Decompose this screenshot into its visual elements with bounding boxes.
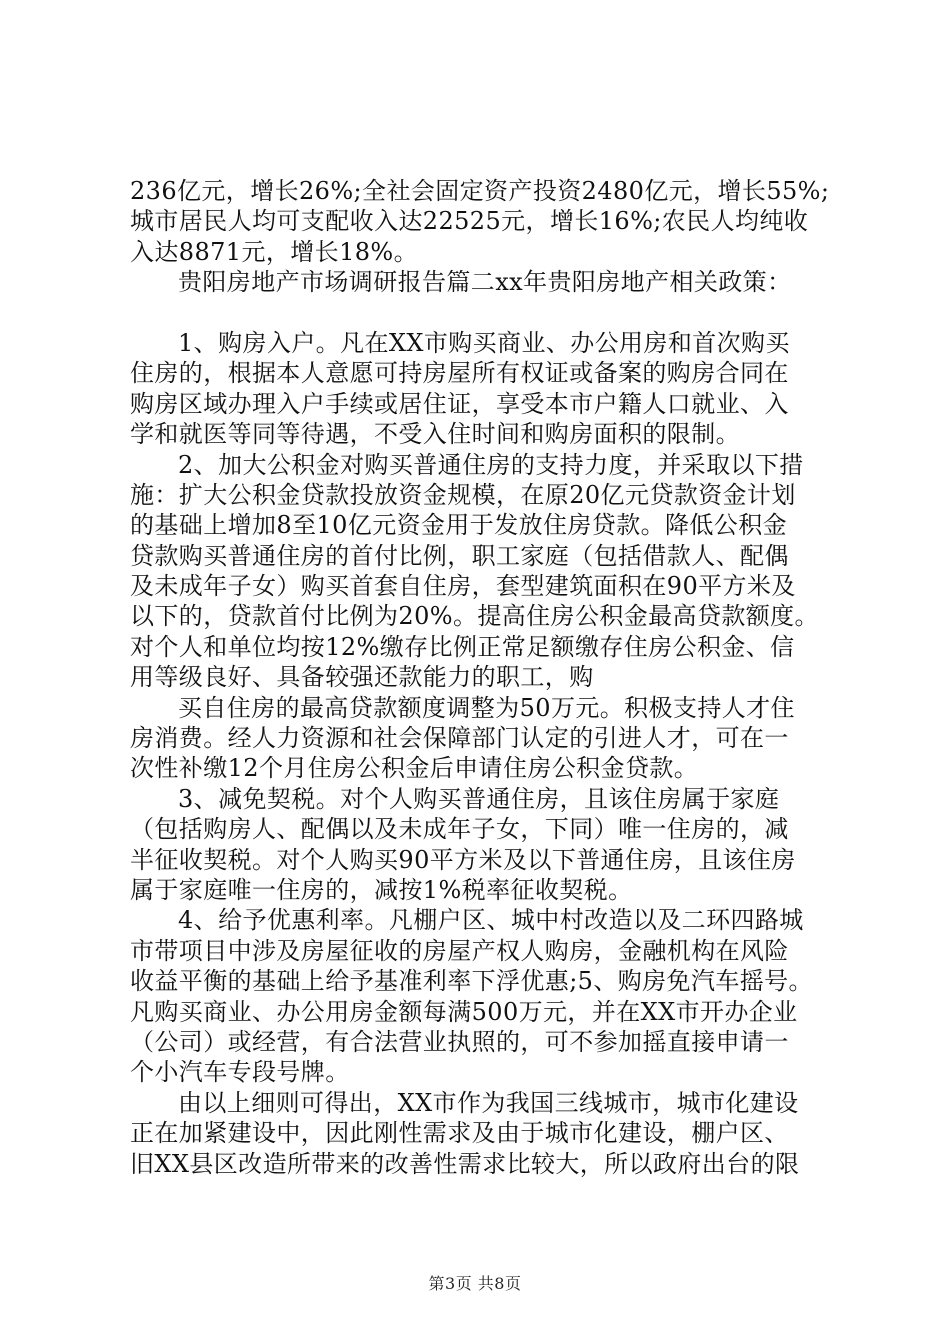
- text-line: 凡购买商业、办公用房金额每满500万元，并在XX市开办企业: [130, 997, 798, 1026]
- text-line: 次性补缴12个月住房公积金后申请住房公积金贷款。: [130, 754, 699, 783]
- text-line: 属于家庭唯一住房的，减按1%税率征收契税。: [130, 875, 633, 904]
- text-line: 施：扩大公积金贷款投放资金规模，在原20亿元贷款资金计划: [130, 480, 796, 509]
- paragraph-3-start: 3、减免契税。对个人购买普通住房，且该住房属于家庭: [178, 784, 780, 813]
- text-line: 购房区域办理入户手续或居住证，享受本市户籍人口就业、入: [130, 389, 789, 418]
- body-text: [130, 176, 830, 1179]
- page-number-footer: 第3页 共8页: [428, 1274, 522, 1293]
- text-line: 236亿元，增长26%;全社会固定资产投资2480亿元，增长55%;: [130, 177, 830, 205]
- paragraph-continuation: 买自住房的最高贷款额度调整为50万元。积极支持人才住: [178, 693, 795, 722]
- paragraph-2-start: 2、加大公积金对购买普通住房的支持力度，并采取以下措: [178, 450, 804, 479]
- text-line: 以下的，贷款首付比例为20%。提高住房公积金最高贷款额度。: [130, 602, 819, 631]
- text-line: 市带项目中涉及房屋征收的房屋产权人购房，金融机构在风险: [130, 936, 789, 965]
- paragraph-4-start: 4、给予优惠利率。凡棚户区、城中村改造以及二环四路城: [178, 906, 804, 935]
- text-line: 房消费。经人力资源和社会保障部门认定的引进人才，可在一: [130, 724, 789, 753]
- paragraph-1-start: 1、购房入户。凡在XX市购买商业、办公用房和首次购买: [178, 328, 790, 357]
- section-heading: 贵阳房地产市场调研报告篇二xx年贵阳房地产相关政策：: [178, 268, 792, 297]
- text-line: 及未成年子女）购买首套自住房，套型建筑面积在90平方米及: [130, 572, 796, 601]
- text-line: 正在加紧建设中，因此刚性需求及由于城市化建设，棚户区、: [130, 1119, 789, 1148]
- text-line: 旧XX县区改造所带来的改善性需求比较大，所以政府出台的限: [130, 1149, 800, 1178]
- text-line: 贷款购买普通住房的首付比例，职工家庭（包括借款人、配偶: [130, 541, 789, 570]
- conclusion-paragraph-start: 由以上细则可得出，XX市作为我国三线城市，城市化建设: [178, 1088, 799, 1117]
- text-line: 个小汽车专段号牌。: [130, 1058, 350, 1087]
- text-line: 住房的，根据本人意愿可持房屋所有权证或备案的购房合同在: [130, 359, 789, 388]
- text-line: 城市居民人均可支配收入达22525元，增长16%;农民人均纯收: [130, 207, 809, 236]
- text-line: 半征收契税。对个人购买90平方米及以下普通住房，且该住房: [130, 845, 796, 874]
- blank-line: [130, 298, 830, 328]
- text-line: 收益平衡的基础上给予基准利率下浮优惠;5、购房免汽车摇号。: [130, 967, 813, 996]
- text-line: （公司）或经营，有合法营业执照的，可不参加摇直接申请一: [130, 1027, 789, 1056]
- text-line: （包括购房人、配偶以及未成年子女，下同）唯一住房的，减: [130, 815, 789, 844]
- text-line: 的基础上增加8至10亿元资金用于发放住房贷款。降低公积金: [130, 511, 788, 540]
- text-line: 用等级良好、具备较强还款能力的职工，购: [130, 663, 594, 692]
- text-line: 入达8871元，增长18%。: [130, 237, 419, 266]
- text-line: 对个人和单位均按12%缴存比例正常足额缴存住房公积金、信: [130, 632, 795, 661]
- text-line: 学和就医等同等待遇，不受入住时间和购房面积的限制。: [130, 420, 740, 449]
